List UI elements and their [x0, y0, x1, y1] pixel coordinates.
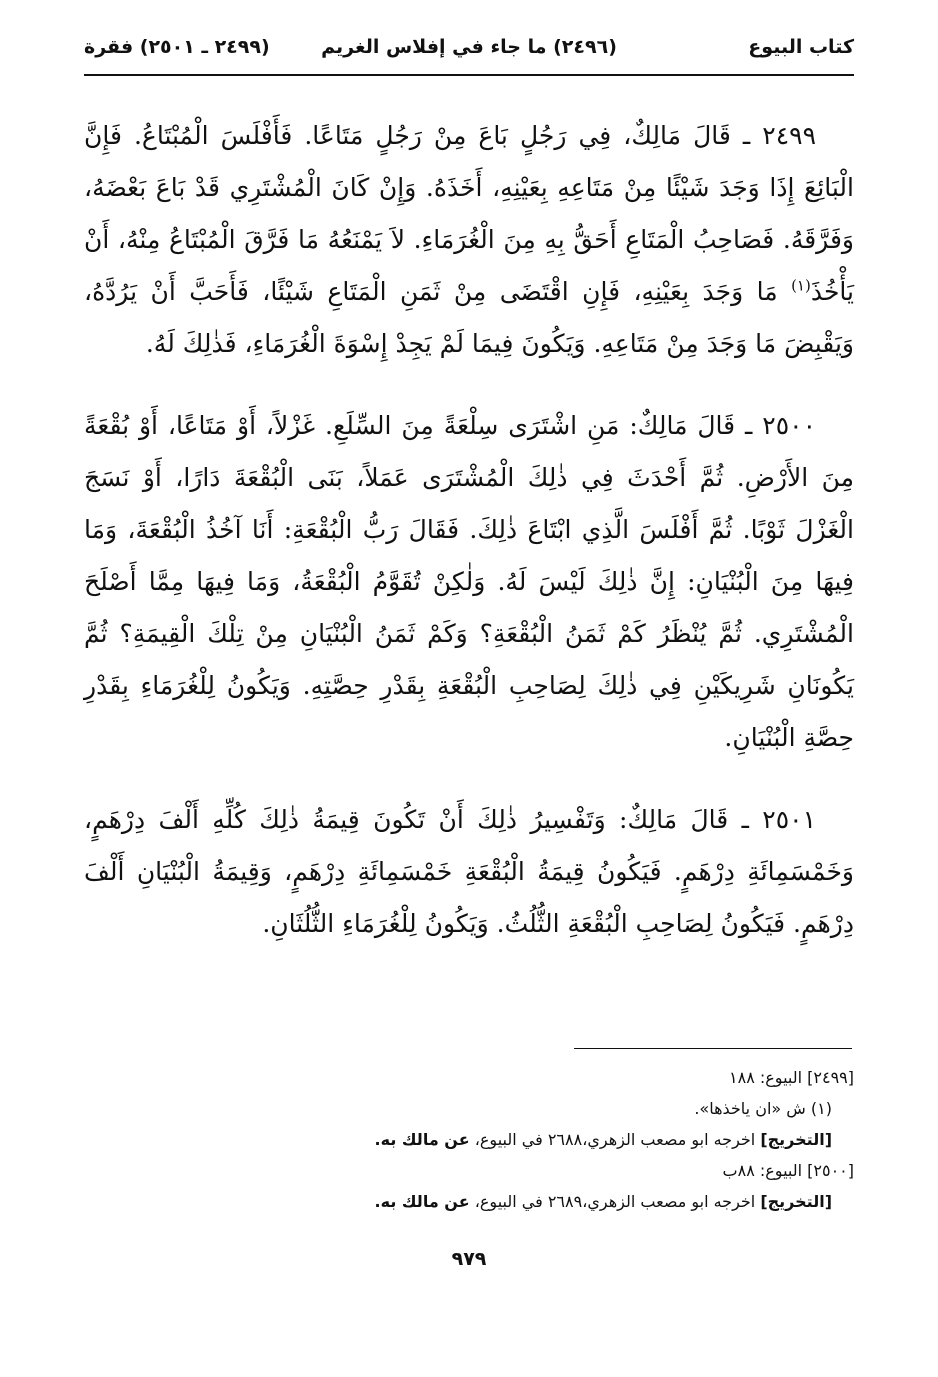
- paragraph-2499: [84, 110, 854, 370]
- takhrij-text: اخرجه ابو مصعب الزهري،٢٦٨٩ في البيوع،: [469, 1192, 761, 1211]
- paragraph-number: ٢٤٩٩: [762, 121, 816, 150]
- takhrij-source: عن مالك به.: [374, 1192, 470, 1211]
- paragraph-number: ٢٥٠٠: [762, 411, 816, 440]
- footnote-divider: [574, 1048, 852, 1049]
- header-divider: [84, 74, 854, 76]
- paragraph-2501: [84, 794, 854, 950]
- running-header: [84, 32, 854, 68]
- footnote-source-2500: [٢٥٠٠] البيوع: ٨٨ب: [722, 1161, 854, 1180]
- paragraph-2500: [84, 400, 854, 764]
- takhrij-label: [التخريج]: [760, 1192, 832, 1211]
- paragraph-text: ـ قَالَ مَالِكٌ: وَتَفْسِيرُ ذٰلِكَ أَنْ تَكُونَ قِيمَةُ ذٰلِكَ كُلِّهِ أَلْفَ دِرْهَمٍ، وَخَمْسَمِائَةِ دِرْهَمٍ. فَيَكُونُ قِيمَةُ الْبُقْعَةِ خَمْسَمِائَةِ دِرْهَمٍ، وَقِيمَةُ الْبُنْيَانِ أَلْفَ دِرْهَمٍ. فَيَكُونُ لِصَاحِبِ الْبُقْعَةِ الثُّلُثُ. وَيَكُونُ لِلْغُرَمَاءِ الثُّلُثَانِ.: [84, 805, 854, 938]
- main-text: [84, 110, 854, 980]
- takhrij-text: اخرجه ابو مصعب الزهري،٢٦٨٨ في البيوع،: [469, 1130, 761, 1149]
- footnote-reference[interactable]: (١): [791, 276, 811, 295]
- takhrij-source: عن مالك به.: [374, 1130, 470, 1149]
- header-book-title: كتاب البيوع: [748, 36, 854, 58]
- paragraph-text: ـ قَالَ مَالِكٌ، فِي رَجُلٍ بَاعَ مِنْ رَجُلٍ مَتَاعًا. فَأَفْلَسَ الْمُبْتَاعُ. فَإِنَّ الْبَائِعَ إِذَا وَجَدَ شَيْئًا مِنْ مَتَاعِهِ بِعَيْنِهِ، أَخَذَهُ. وَإِنْ كَانَ الْمُشْتَرِي قَدْ بَاعَ بَعْضَهُ، وَفَرَّقَهُ. فَصَاحِبُ الْمَتَاعِ أَحَقُّ بِهِ مِنَ الْغُرَمَاءِ. لاَ يَمْنَعُهُ مَا فَرَّقَ الْمُبْتَاعُ مِنْهُ، أَنْ يَأْخُذَ: [84, 121, 854, 306]
- paragraph-number: ٢٥٠١: [762, 805, 816, 834]
- paragraph-text-continued: مَا وَجَدَ بِعَيْنِهِ، فَإِنِ اقْتَضَى مِنْ ثَمَنِ الْمَتَاعِ شَيْئًا، فَأَحَبَّ أَنْ يَرُدَّهُ، وَيَقْبِضَ مَا وَجَدَ مِنْ مَتَاعِهِ. وَيَكُونَ فِيمَا لَمْ يَجِدْ إِسْوَةَ الْغُرَمَاءِ، فَذٰلِكَ لَهُ.: [84, 277, 854, 358]
- footnote-source-2499: [٢٤٩٩] البيوع: ١٨٨: [729, 1068, 854, 1087]
- footnote-takhrij-2500: [84, 1186, 854, 1217]
- header-chapter-title: (٢٤٩٦) ما جاء في إفلاس الغريم: [321, 36, 617, 58]
- takhrij-label: [التخريج]: [760, 1130, 832, 1149]
- page-number: ٩٧٩: [451, 1248, 487, 1270]
- paragraph-text: ـ قَالَ مَالِكٌ: مَنِ اشْتَرَى سِلْعَةً مِنَ السِّلَعِ. غَزْلاً، أَوْ مَتَاعًا، أَوْ بُقْعَةً مِنَ الأَرْضِ. ثُمَّ أَحْدَثَ فِي ذٰلِكَ الْمُشْتَرَى عَمَلاً، بَنَى الْبُقْعَةَ دَارًا، أَوْ نَسَجَ الْغَزْلَ ثَوْبًا. ثُمَّ أَفْلَسَ الَّذِي ابْتَاعَ ذٰلِكَ. فَقَالَ رَبُّ الْبُقْعَةِ: أَنَا آخُذُ الْبُقْعَةَ، وَمَا فِيهَا مِنَ الْبُنْيَانِ: إِنَّ ذٰلِكَ لَيْسَ لَهُ. وَلٰكِنْ تُقَوَّمُ الْبُقْعَةُ، وَمَا فِيهَا مِمَّا أَصْلَحَ الْمُشْتَرِي. ثُمَّ يُنْظَرُ كَمْ ثَمَنُ الْبُقْعَةِ؟ وَكَمْ ثَمَنُ الْبُنْيَانِ مِنْ تِلْكَ الْقِيمَةِ؟ ثُمَّ يَكُونَانِ شَرِيكَيْنِ فِي ذٰلِكَ لِصَاحِبِ الْبُقْعَةِ بِقَدْرِ حِصَّتِهِ. وَيَكُونُ لِلْغُرَمَاءِ بِقَدْرِ حِصَّةِ الْبُنْيَانِ.: [84, 411, 854, 752]
- footnote-takhrij-2499: [84, 1124, 854, 1155]
- footnote-1: (١) ش «ان ياخذها».: [694, 1099, 832, 1118]
- header-paragraph-range: (٢٤٩٩ ـ ٢٥٠١) فقرة: [84, 36, 270, 58]
- footnotes: [84, 1062, 854, 1217]
